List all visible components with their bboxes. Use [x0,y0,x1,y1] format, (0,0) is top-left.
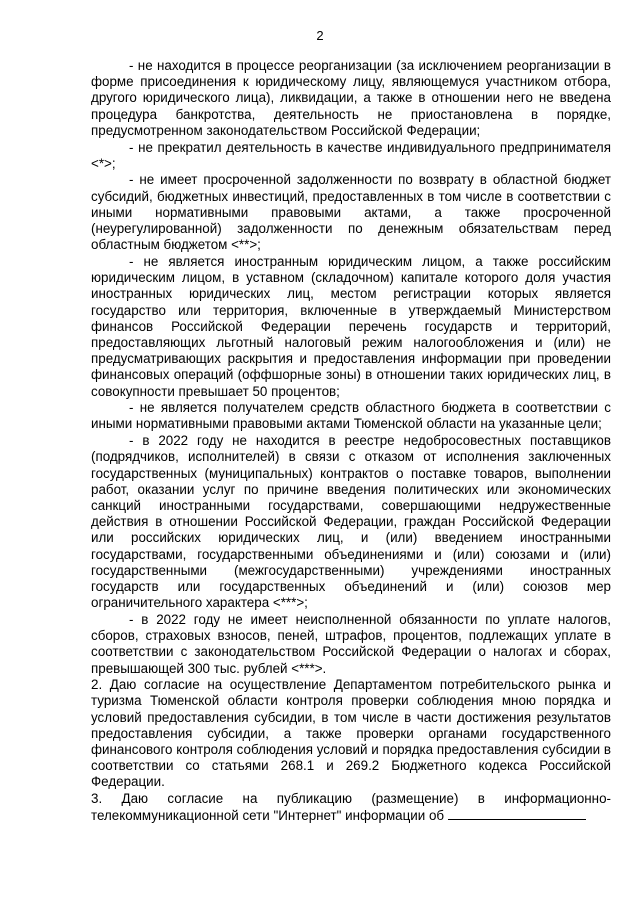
paragraph-consent-control: 2. Даю согласие на осуществление Департаментом потребительского рынка и туризма Тюменской области контроля проверки соблюдения мною порядка и условий предоставления субсидии, в том числе в части достижения результатов предоставления субсидии, а также проверки органами государственного финансового контроля соблюдения условий и порядка предоставления субсидии в соответствии со статьями 268.1 и 269.2 Бюджетного кодекса Российской Федерации. [91,677,611,790]
paragraph-budget-recipient: - не является получателем средств областного бюджета в соответствии с иными нормативными правовыми актами Тюменской области на указанные цели; [91,400,611,432]
paragraph-foreign-entity: - не является иностранным юридическим лицом, а также российским юридическим лицом, в уставном (складочном) капитале которого доля участия иностранных юридических лиц, местом регистрации которых является государство или территория, включенные в утверждаемый Министерством финансов Российской Федерации перечень государств и территорий, предоставляющих льготный налоговый режим налогообложения и (или) не предусматривающих раскрытия и предоставления информации при проведении финансовых операций (оффшорные зоны) в отношении таких юридических лиц, в совокупности превышает 50 процентов; [91,253,611,399]
paragraph-debt: - не имеет просроченной задолженности по возврату в областной бюджет субсидий, бюджетных инвестиций, предоставленных в том числе в соответствии с иными нормативными правовыми актами, а также просроченной (неурегулированной) задолженности по денежным обязательствам перед областным бюджетом <**>; [91,172,611,253]
paragraph-entrepreneur: - не прекратил деятельность в качестве индивидуального предпринимателя <*>; [91,139,611,171]
fill-in-blank-line [448,807,586,820]
paragraph-supplier-registry: - в 2022 году не находится в реестре недобросовестных поставщиков (подрядчиков, исполнителей) в связи с отказом от исполнения заключенных государственных (муниципальных) контрактов о поставке товаров, выполнении работ, оказании услуг по причине введения политических или экономических санкций иностранными государствами, совершающими недружественные действия в отношении Российской Федерации, граждан Российской Федерации или российских юридических лиц, и (или) введением иностранными государствами, государственными объединениями и (или) союзами и (или) государственными (межгосударственными) учреждениями иностранных государств или государственных объединений и (или) союзов мер ограничительного характера <***>; [91,433,611,611]
paragraph-tax-obligations: - в 2022 году не имеет неисполненной обязанности по уплате налогов, сборов, страховых взносов, пеней, штрафов, процентов, подлежащих уплате в соответствии с законодательством Российской Федерации о налогах и сборах, превышающей 300 тыс. рублей <***>. [91,611,611,676]
page-number: 2 [316,28,324,43]
paragraph-consent-publication [91,791,611,824]
document-body [91,58,611,825]
consent-publication-text: 3. Даю согласие на публикацию (размещение) в информационно-телекоммуникационной сети "Интернет" информации об [91,791,611,824]
paragraph-reorganization: - не находится в процессе реорганизации (за исключением реорганизации в форме присоединения к юридическому лицу, являющемуся участником отбора, другого юридического лица), ликвидации, а также в отношении него не введена процедура банкротства, деятельность не приостановлена в порядке, предусмотренном законодательством Российской Федерации; [91,58,611,138]
